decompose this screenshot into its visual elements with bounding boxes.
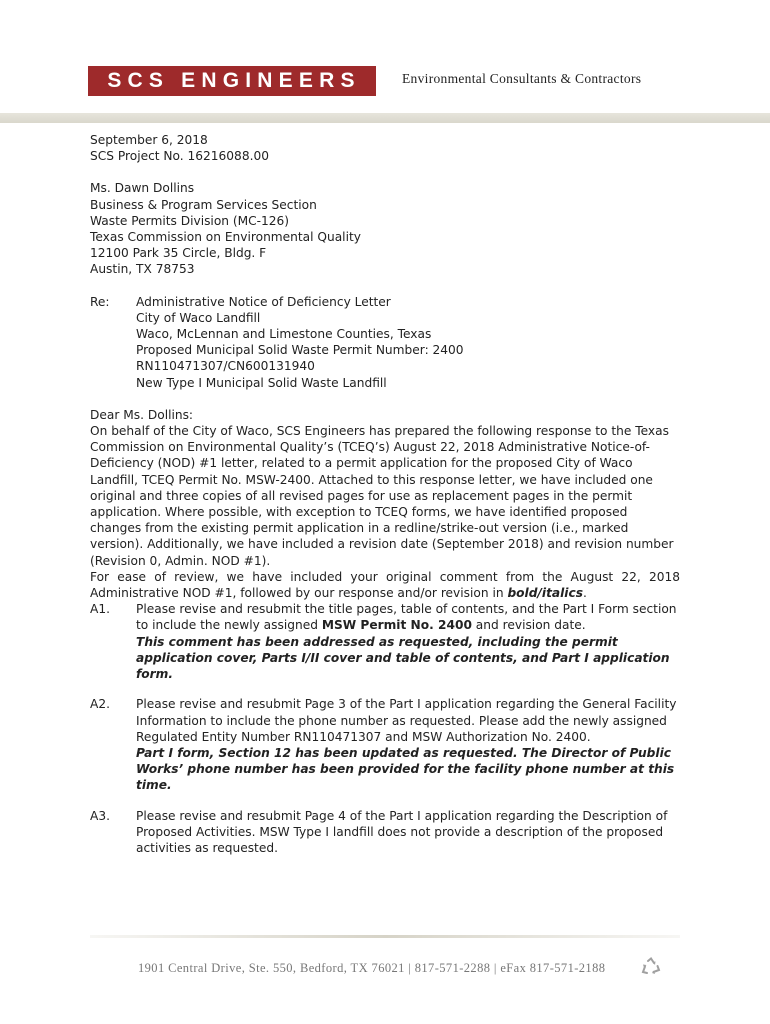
recipient-line: 12100 Park 35 Circle, Bldg. F	[90, 246, 267, 261]
date-block	[90, 132, 680, 164]
comment-text: Please revise and resubmit Page 4 of the Part I application regarding the Description of Proposed Activities. MSW Type I landfill does not provide a description of the proposed activities as requested.	[136, 808, 668, 855]
subject-line: RN110471307/CN600131940	[136, 359, 315, 374]
review-end: .	[582, 586, 587, 601]
comment-a2	[90, 696, 680, 793]
subject-line: Proposed Municipal Solid Waste Permit Number: 2400	[136, 343, 464, 358]
recipient-address	[90, 180, 680, 277]
recipient-line: Austin, TX 78753	[90, 262, 195, 277]
company-logo	[88, 66, 376, 96]
subject-block	[90, 294, 680, 391]
review-text: For ease of review, we have included your original comment from the August 22, 2018 Administrative NOD #1, followed by our response and/or revision in	[90, 569, 680, 601]
subject-line: New Type I Municipal Solid Waste Landfill	[136, 375, 387, 390]
comment-text-part: Please revise and resubmit the title pages, table of contents, and the Part I Form section to include the newly assigned	[136, 602, 677, 633]
footer-address: 1901 Central Drive, Ste. 550, Bedford, TX 76021 | 817-571-2288 | eFax 817-571-2188	[138, 961, 606, 975]
re-label: Re:	[90, 294, 110, 309]
comment-text	[136, 601, 680, 633]
comment-a1	[90, 601, 680, 682]
comment-text: Please revise and resubmit Page 3 of the Part I application regarding the General Facility Information to include the phone number as requested. Please add the newly assigned Regulated Entity Number RN110471307 and MSW Authorization No. 2400.	[136, 697, 677, 744]
comment-a3	[90, 808, 680, 857]
response-text: Part I form, Section 12 has been updated as requested. The Director of Public Works’ phone number has been provided for the facility phone number at this time.	[136, 745, 675, 793]
project-number: SCS Project No. 16216088.00	[90, 149, 269, 164]
comment-number: A3.	[90, 808, 110, 823]
response-text: This comment has been addressed as requested, including the permit application cover, Parts I/II cover and table of contents, and Part I application form.	[136, 634, 670, 682]
salutation: Dear Ms. Dollins:	[90, 407, 194, 422]
footer-rule	[90, 935, 680, 938]
company-tagline: Environmental Consultants & Contractors	[402, 71, 642, 86]
recipient-line: Waste Permits Division (MC-126)	[90, 213, 290, 228]
intro-paragraph: On behalf of the City of Waco, SCS Engineers has prepared the following response to the Texas Commission on Environmental Quality’s (TCEQ’s) August 22, 2018 Administrative Notice-of-Deficiency (NOD) #1 letter, related to a permit application for the proposed City of Waco Landfill, TCEQ Permit No. MSW-2400. Attached to this response letter, we have included one original and three copies of all revised pages for use as replacement pages in the permit application. Where possible, with exception to TCEQ forms, we have identified proposed changes from the existing permit application in a redline/strike-out version (i.e., marked version). Additionally, we have included a revision date (September 2018) and revision number (Revision 0, Admin. NOD #1).	[90, 424, 674, 568]
recipient-line: Ms. Dawn Dollins	[90, 181, 195, 196]
comment-text-part: and revision date.	[471, 618, 586, 633]
permit-number: MSW Permit No. 2400	[321, 618, 472, 633]
subject-line: Waco, McLennan and Limestone Counties, Texas	[136, 327, 432, 342]
review-paragraph	[90, 569, 680, 601]
recycle-icon	[641, 957, 661, 977]
comment-number: A1.	[90, 602, 110, 617]
subject-line: City of Waco Landfill	[136, 310, 261, 325]
letter-date: September 6, 2018	[90, 133, 208, 147]
recipient-line: Business & Program Services Section	[90, 197, 317, 212]
header-rule	[0, 113, 770, 123]
letter-body	[90, 132, 680, 870]
company-name: SCS ENGINEERS	[107, 69, 361, 92]
recipient-line: Texas Commission on Environmental Quality	[90, 230, 361, 245]
subject-line: Administrative Notice of Deficiency Letter	[136, 294, 391, 309]
emphasis-text: bold/italics	[507, 586, 583, 601]
comment-number: A2.	[90, 697, 110, 712]
